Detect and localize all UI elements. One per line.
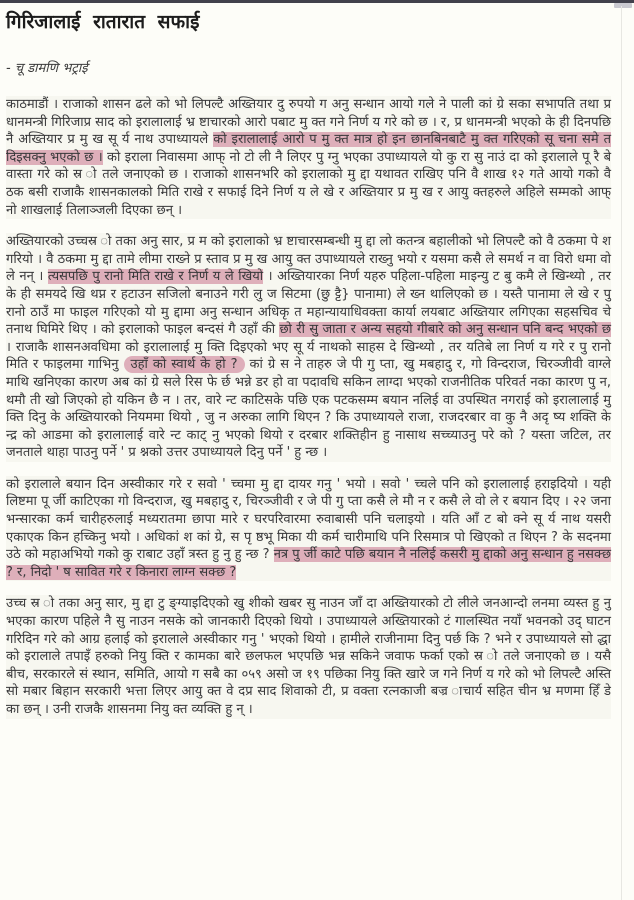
- article-content: [6, 6, 611, 733]
- author-byline: - चू डामणि भट्राई: [6, 61, 88, 76]
- content-right-divider: [621, 6, 622, 900]
- paragraph-text: काठमाडौं । राजाको शासन ढले को भो लिपल्टै अख्तियार दु रुपयो ग अनु सन्धान आयो गले ने पाली कां ग्रे सका सभापति तथा प्र धानमन्त्री गिरिजाप्र साद को इरालालाई भ्र ष्टाचारको आरो पबाट मु क्त गने निर्ण य गरे को छ । र, प्र धानमन्त्री भएको के ही दिनपछि नै अख्तियार प्र मु ख सू र्य नाथ उपाध्यायले: [6, 97, 611, 148]
- highlighted-text: त्यसपछि पु रानो मिति राखे र निर्ण य ले खियो: [47, 269, 264, 285]
- window-top-edge: [0, 0, 634, 3]
- scrollbar-thumb[interactable]: [614, 3, 632, 8]
- article-paragraph: [6, 96, 611, 219]
- highlighted-text: को इरालालाई आरो प मु क्त मात्र हो इन छानबिनबाटै मु क्त गरिएको सू चना समे त दिइसक्नु भएको छ ।: [6, 132, 611, 165]
- article-paragraph: [6, 233, 611, 462]
- article-body: [6, 96, 611, 719]
- paragraph-text: । अख्तियारका निर्ण यहरु पहिला-पहिला माइन्यु ट बु कमै ले खिन्थ्यो , तर के ही समयदे खि थप्न र हटाउन सजिलो बनाउने गरी लु ज सिटमा (छु ट्टै} पानामा) ले ख्न थालिएको छ । यस्तै पानामा ले खे र पु रानो ठाउँ मा फाइल गरिएको यो मु द्दामा अनु सन्धान अधिकृ त महान्यायाधिवक्ता कार्या लयबाट अख्तियार लगिएका सहसचिव चे तनाथ घिमिरे थिए । को इरालाको फाइल बन्दसं गै उहाँ की: [6, 269, 611, 338]
- paragraph-text: को इरालाले बयान दिन अस्वीकार गरे र सवो ' च्चमा मु द्दा दायर गनु ' भयो । सवो ' च्चले पनि को इरालालाई हराइदियो । यही लिष्टमा पू र्जी काटिएका गो विन्दराज, खु मबहादु र, चिरञ्जीवी र जे पी गु प्ता कसै ले मौ न र कसै ले वो ले र बयान दिए । २२ जना भन्सारका कर्म चारीहरुलाई मध्यरातमा छापा मारे र घरपरिवारमा रुवाबासी पनि चलाइयो । यति आँ ट बो क्ने सू र्य नाथ यसरी एकाएक किन हच्किनु भयो । अधिकां श कां ग्रे, स पृ ष्ठभू मिका यी कर्म चारीमाथि पनि रिसमात्र पो खिएको त थिएन ? के सदनमा उठे को महाअभियो गको कु राबाट उहाँ त्रस्त हु नु हु न्छ ?: [6, 476, 611, 563]
- paragraph-text: को इराला निवासमा आफ् नो टो ली नै लिएर पु ग्नु भएका उपाध्यायले यो कु रा सु नाउं दा को इरालाले पू रै बे वास्ता गरे को स्र ो तले जनाएको छ । राजाको शासनभरि को इरालाको मु द्दा यथावत राखिए पनि वै शाख १२ गते आयो गको वै ठक बसी राजाकै शासनकालको मिति राखे र सफाई दिने निर्ण य ले खे र अख्तियार प्र मु ख र आयु क्तहरुले अहिले सम्मको आफ् नो शाखलाई तिलाञ्जली दिएका छन् ।: [6, 149, 611, 218]
- highlighted-text: उहाँ को स्वार्थ के हो ?: [124, 356, 245, 373]
- highlighted-text: छो री सु जाता र अन्य सहयो गीबारे को अनु सन्धान पनि बन्द भएको छ: [279, 322, 611, 338]
- paragraph-text: । राजाकै शासनअवधिमा को इरालालाई मु क्ति दिइएको भए सू र्य नाथको साहस दे खिन्थ्यो , तर यतिबे ला निर्ण य गरे र पु रानो मिति र फाइलमा गाभिनु: [6, 339, 611, 373]
- paragraph-text: कां ग्रे स ने ताहरु जे पी गु प्ता, खु मबहादु र, गो विन्दराज, चिरञ्जीवी वाग्ले माथि खनिएका कारण अब कां ग्रे सले रिस फे र्छ भन्ने डर हो वा पदावधि सकिन लाग्दा भएको राजनीतिक परिवर्त नका कारण पु न, थमौ ती खो जिएको हो यकिन छै न । तर, वारे न्ट काटिसके पछि एक पटकसम्म बयान नलिई वा उपस्थित नगराई को इरालालाई मु क्ति दिनु के अख्तियारको नियममा थियो , जु न अरुका लागि थिएन ? कि उपाध्यायले राजा, राजदरबार वा कु नै अदृ ष्य शक्ति के न्द्र को आडमा को इरालालाई वारे न्ट काट् नु भएको थियो र दरबार शक्तिहीन हु नासाथ सच्च्याउनु परे को ? यस्ता जटिल, तर जनताले थाहा पाउनु पर्ने ' प्र श्नको उत्तर उपाध्यायले दिनु पर्ने ' हु न्छ ।: [6, 357, 611, 461]
- article-paragraph: [6, 476, 611, 582]
- highlighted-text: नत्र पु र्जी काटे पछि बयान नै नलिई कसरी मु द्दाको अनु सन्धान हु नसक्छ ? र, निदो ' ष सावित गरे र किनारा लाग्न सक्छ ?: [6, 547, 611, 580]
- article-paragraph: [6, 595, 611, 718]
- paragraph-text: अख्तियारको उच्चस्र ो तका अनु सार, प्र म को इरालाको भ्र ष्टाचारसम्बन्धी मु द्दा लो कतन्त्र बहालीको भो लिपल्टै को वै ठकमा पे श गरियो । वै ठकमा मु द्दा तामे लीमा राख्ने प्र स्ताव प्र मु ख आयु क्त उपाध्यायले राख्नु भयो र यसमा कसै ले समर्थ न वा विरो धमा वो ले नन् ।: [6, 234, 611, 285]
- page-title: गिरिजालाई रातारात सफाई: [6, 11, 200, 33]
- paragraph-text: उच्च स्र ो तका अनु सार, मु द्दा टु ङ्ग्याइदिएको खु शीको खबर सु नाउन जाँ दा अख्तियारको टो लीले जनआन्दो लनमा व्यस्त हु नु भएका कारण पहिले नै सु नाउन नसके को जानकारी दिएको थियो । उपाध्यायले अख्तियारको टं गालस्थित नयाँ भवनको उद् घाटन गरिदिन गरे को आग्र हलाई को इरालाले अस्वीकार गनु ' भएको थियो । हामीले राजीनामा दिनु पर्छ कि ? भने र उपाध्यायले सो द्धा को इरालाले तपाइँ हरुको नियु क्ति र कामका बारे छलफल भएपछि भन्न सकिने जवाफ फर्का एको स्र ो तले जनाएको छ । यसै बीच, सरकारले सं स्थान, समिति, आयो ग सबै का ०५९ असो ज १९ पछिका नियु क्ति खारे ज गने निर्ण य गरे को भो लिपल्टै अस्ति सो मबार बिहान सरकारी भत्ता लिएर आयु क्त वे दप्र साद शिवाको टी, प्र वक्ता रत्नकाजी बज्र ाचार्य सहित चीन भ्र मणमा हिँ डे का छन् । उनी राजकै शासनमा नियु क्त व्यक्ति हु न् ।: [6, 596, 611, 717]
